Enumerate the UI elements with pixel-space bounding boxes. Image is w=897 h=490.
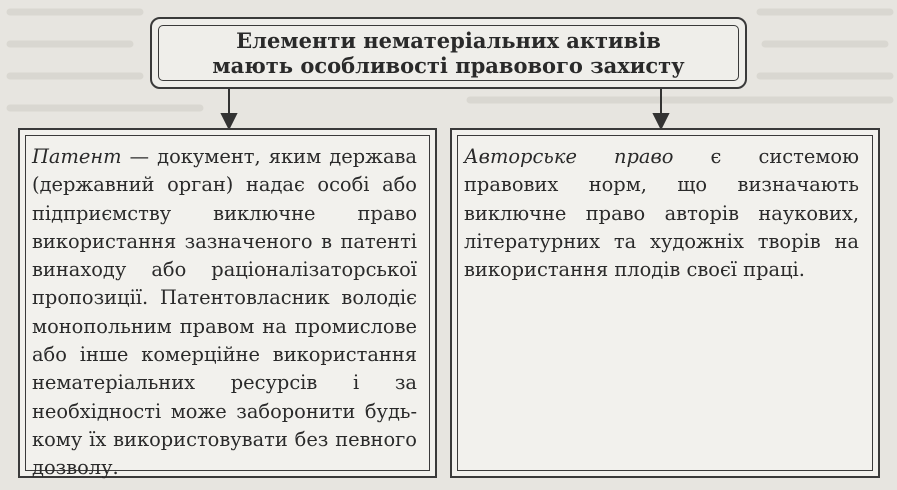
patent-term: Патент [32,145,122,168]
arrow-right-head [654,114,668,128]
copyright-definition [464,143,859,284]
header-box [150,17,747,89]
copyright-box [450,128,880,478]
copyright-term: Авторське право [464,145,674,168]
copyright-description: є системою правових норм, що визначають виключне право авторів наукових, літературних та художніх творів на використання плодів своєї праці. [464,145,859,282]
patent-description: — документ, яким держава (державний орган) надає особі або підприємству виключне право використання зазначеного в патенті винаходу або раціоналізаторської пропозиції. Патентовласник володіє монопольним правом на промислове або інше комерційне використання нематеріальних ресурсів і за необхідності може заборонити будь-кому їх використовувати без певного дозволу. [32,145,417,480]
header-inner-frame [158,25,739,81]
patent-box [18,128,437,478]
header-line-2: мають особливості правового захисту [212,53,685,78]
header-line-1: Елементи нематеріальних активів [236,28,661,53]
header-title [212,28,684,78]
arrow-left-head [222,114,236,128]
patent-definition [32,143,417,483]
